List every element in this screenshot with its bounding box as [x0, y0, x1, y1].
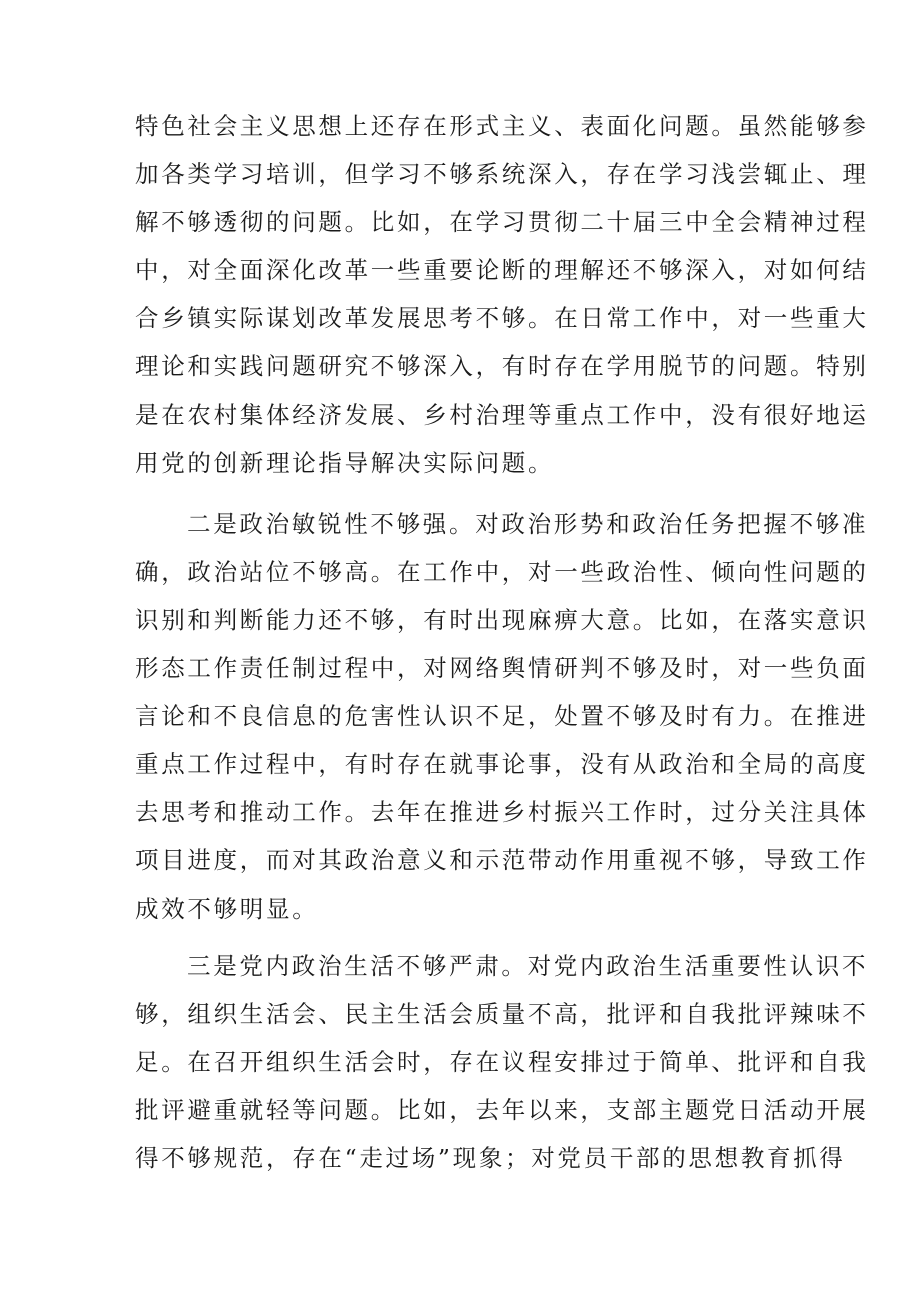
document-body — [135, 102, 869, 1182]
text-line: 项目进度，而对其政治意义和示范带动作用重视不够，导致工作 — [135, 846, 869, 875]
text-line: 中，对全面深化改革一些重要论断的理解还不够深入，对如何结 — [135, 256, 869, 285]
text-line: 合乡镇实际谋划改革发展思考不够。在日常工作中，对一些重大 — [135, 304, 869, 333]
text-line: 是在农村集体经济发展、乡村治理等重点工作中，没有很好地运 — [135, 400, 869, 429]
text-line: 批评避重就轻等问题。比如，去年以来，支部主题党日活动开展 — [135, 1095, 869, 1124]
paragraph-3 — [135, 942, 869, 1182]
text-line: 得不够规范，存在“走过场”现象；对党员干部的思想教育抓得 — [135, 1143, 846, 1172]
text-line: 用党的创新理论指导解决实际问题。 — [135, 448, 555, 477]
text-line: 形态工作责任制过程中，对网络舆情研判不够及时，对一些负面 — [135, 654, 869, 683]
text-line: 理论和实践问题研究不够深入，有时存在学用脱节的问题。特别 — [135, 352, 869, 381]
text-line: 三是党内政治生活不够严肃。对党内政治生活重要性认识不 — [187, 951, 869, 980]
text-line: 解不够透彻的问题。比如，在学习贯彻二十届三中全会精神过程 — [135, 208, 869, 237]
text-line: 够，组织生活会、民主生活会质量不高，批评和自我批评辣味不 — [135, 999, 869, 1028]
text-line: 言论和不良信息的危害性认识不足，处置不够及时有力。在推进 — [135, 702, 869, 731]
text-line: 确，政治站位不够高。在工作中，对一些政治性、倾向性问题的 — [135, 557, 869, 586]
text-line: 加各类学习培训，但学习不够系统深入，存在学习浅尝辄止、理 — [135, 160, 869, 189]
paragraph-1 — [135, 102, 869, 487]
text-line: 足。在召开组织生活会时，存在议程安排过于简单、批评和自我 — [135, 1047, 869, 1076]
text-line: 识别和判断能力还不够，有时出现麻痹大意。比如，在落实意识 — [135, 605, 869, 634]
text-line: 成效不够明显。 — [135, 894, 319, 923]
paragraph-2 — [135, 500, 869, 933]
text-line: 特色社会主义思想上还存在形式主义、表面化问题。虽然能够参 — [135, 112, 869, 140]
text-line: 重点工作过程中，有时存在就事论事，没有从政治和全局的高度 — [135, 750, 869, 779]
text-line: 二是政治敏锐性不够强。对政治形势和政治任务把握不够准 — [187, 509, 869, 538]
text-line: 去思考和推动工作。去年在推进乡村振兴工作时，过分关注具体 — [135, 798, 869, 827]
